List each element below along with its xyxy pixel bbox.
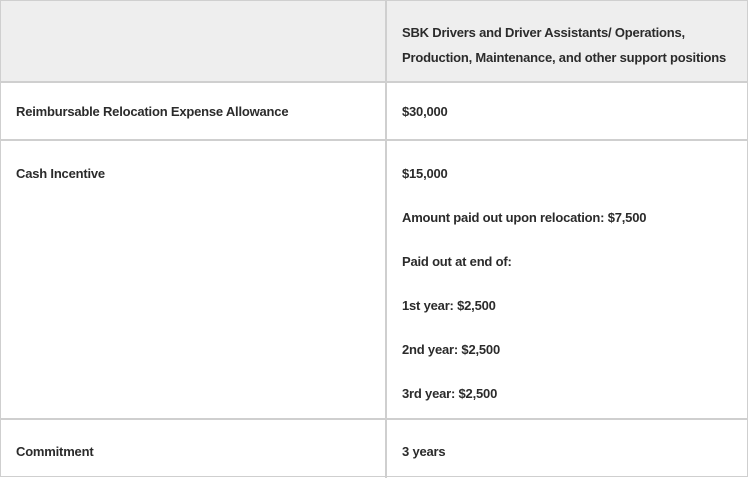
header-empty-cell xyxy=(1,1,387,81)
cash-incentive-upon-relocation: Amount paid out upon relocation: $7,500 xyxy=(402,210,647,225)
table-row-relocation xyxy=(1,83,747,141)
header-positions-line-1: SBK Drivers and Driver Assistants/ Operations, xyxy=(402,25,685,40)
cash-incentive-year-2: 2nd year: $2,500 xyxy=(402,342,500,357)
relocation-value: $30,000 xyxy=(402,104,448,119)
commitment-value: 3 years xyxy=(402,444,446,459)
header-positions-line-2: Production, Maintenance, and other support positions xyxy=(402,50,727,65)
cash-incentive-label: Cash Incentive xyxy=(1,141,387,418)
relocation-label: Reimbursable Relocation Expense Allowance xyxy=(1,83,387,139)
commitment-label: Commitment xyxy=(1,420,387,478)
cash-incentive-total: $15,000 xyxy=(402,166,448,181)
cash-incentive-details xyxy=(387,141,747,418)
table-row-cash-incentive xyxy=(1,141,747,420)
header-positions-cell xyxy=(387,1,747,81)
table-row-commitment xyxy=(1,420,747,478)
cash-incentive-year-1: 1st year: $2,500 xyxy=(402,298,496,313)
cash-incentive-paid-out-heading: Paid out at end of: xyxy=(402,254,512,269)
table-header-row xyxy=(1,1,747,83)
cash-incentive-year-3: 3rd year: $2,500 xyxy=(402,386,498,401)
